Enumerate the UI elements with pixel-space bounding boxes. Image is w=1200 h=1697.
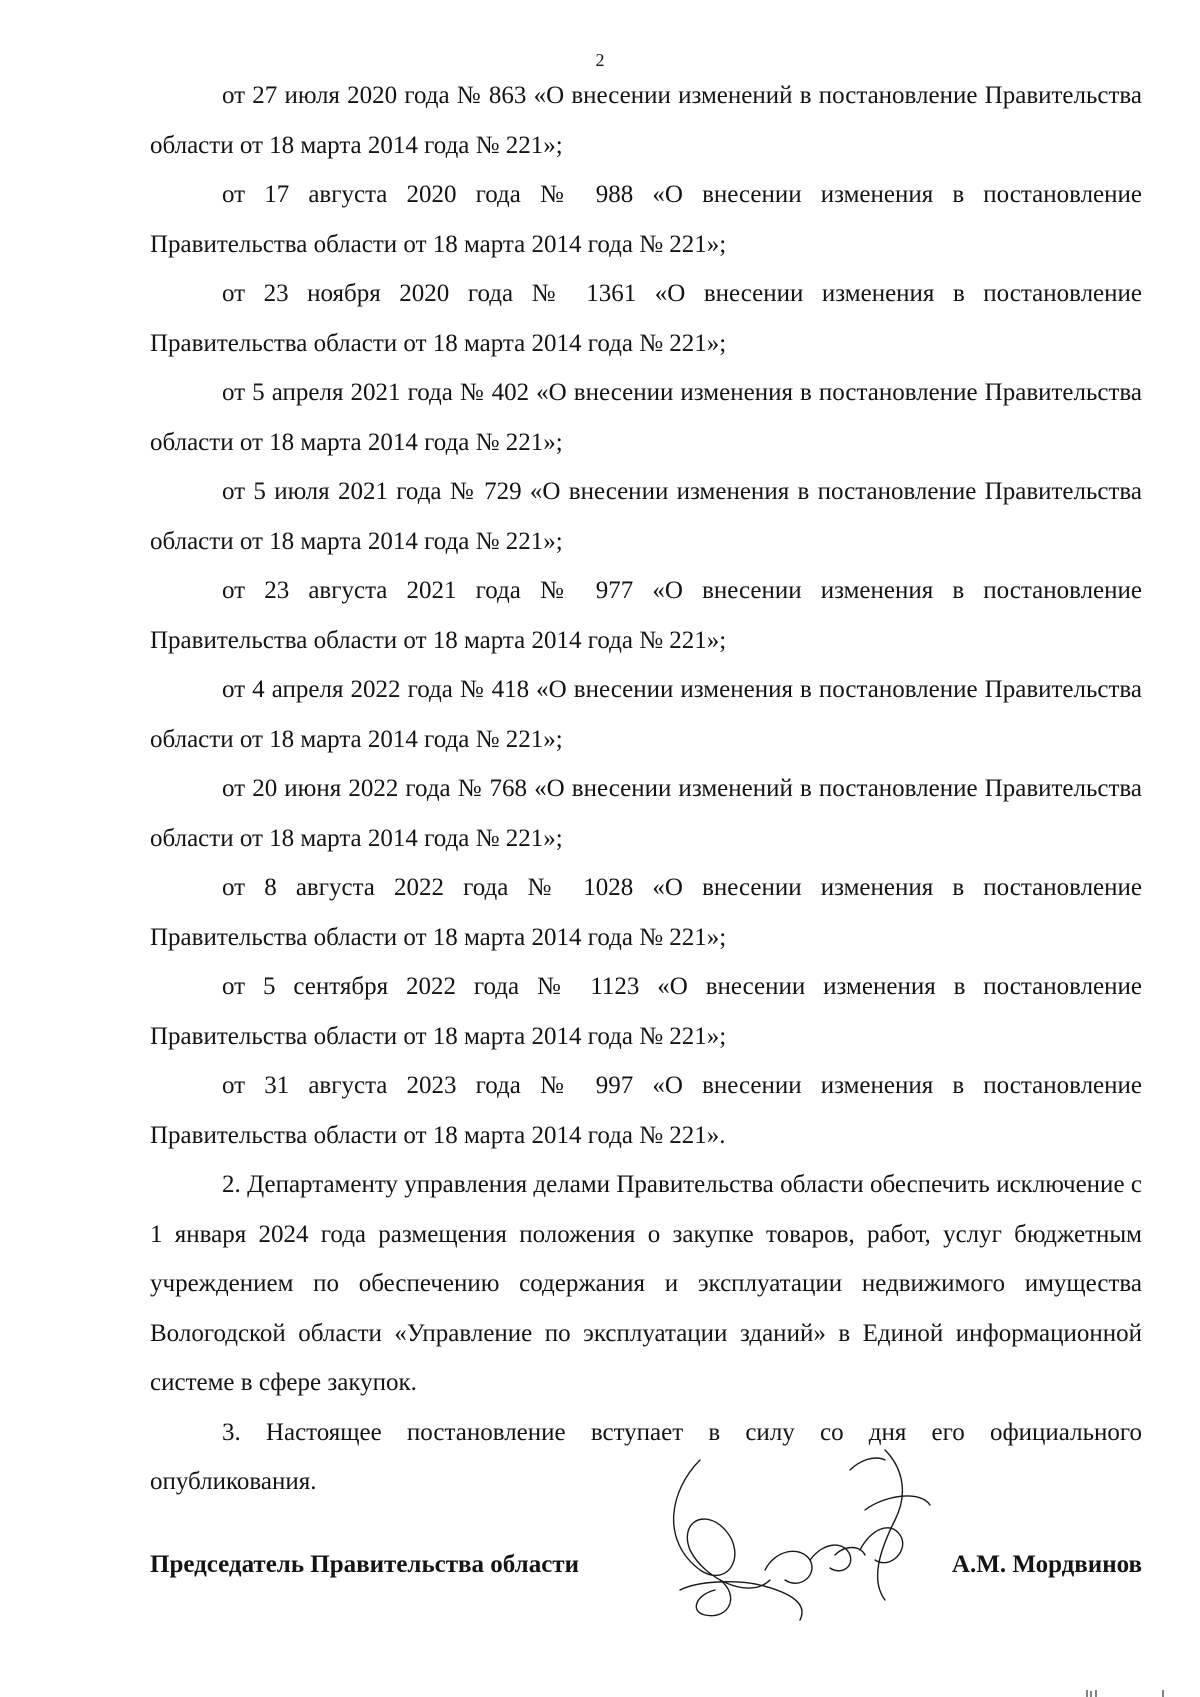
- signature-block: [150, 1543, 1142, 1583]
- page-number: 2: [595, 50, 605, 70]
- paragraph-amendment-6: от 23 августа 2021 года № 977 «О внесении изменения в постановление Правительства области от 18 марта 2014 года № 221»;: [150, 577, 1142, 654]
- paragraph-amendment-7: от 4 апреля 2022 года № 418 «О внесении изменения в постановление Правительства области от 18 марта 2014 года № 221»;: [150, 676, 1142, 753]
- paragraph-amendment-11: от 31 августа 2023 года № 997 «О внесении изменения в постановление Правительства области от 18 марта 2014 года № 221».: [150, 1072, 1142, 1149]
- scan-mark-decoration: [1085, 1688, 1185, 1697]
- paragraph-amendment-2: от 17 августа 2020 года № 988 «О внесении изменения в постановление Правительства области от 18 марта 2014 года № 221»;: [150, 181, 1142, 258]
- paragraph-amendment-5: от 5 июля 2021 года № 729 «О внесении изменения в постановление Правительства области от 18 марта 2014 года № 221»;: [150, 478, 1142, 555]
- paragraph-amendment-4: от 5 апреля 2021 года № 402 «О внесении изменения в постановление Правительства области от 18 марта 2014 года № 221»;: [150, 379, 1142, 456]
- paragraph-amendment-10: от 5 сентября 2022 года № 1123 «О внесении изменения в постановление Правительства области от 18 марта 2014 года № 221»;: [150, 973, 1142, 1050]
- paragraph-item-3: 3. Настоящее постановление вступает в силу со дня его официального опубликования.: [150, 1418, 1142, 1495]
- document-body: [150, 71, 1142, 1583]
- handwritten-signature: [660, 1430, 940, 1630]
- signatory-name: А.М. Мордвинов: [951, 1550, 1142, 1578]
- paragraph-item-2: 2. Департаменту управления делами Правительства области обеспечить исключение с 1 января 2024 года размещения положения о закупке товаров, работ, услуг бюджетным учреждением по обеспечению содержания и эксплуатации недвижимого имущества Вологодской области «Управление по эксплуатации зданий» в Единой информационной системе в сфере закупок.: [150, 1171, 1142, 1396]
- paragraph-amendment-3: от 23 ноября 2020 года № 1361 «О внесении изменения в постановление Правительства области от 18 марта 2014 года № 221»;: [150, 280, 1142, 357]
- signatory-title: Председатель Правительства области: [150, 1550, 579, 1578]
- paragraph-amendment-9: от 8 августа 2022 года № 1028 «О внесении изменения в постановление Правительства области от 18 марта 2014 года № 221»;: [150, 874, 1142, 951]
- paragraph-amendment-8: от 20 июня 2022 года № 768 «О внесении изменений в постановление Правительства области от 18 марта 2014 года № 221»;: [150, 775, 1142, 852]
- paragraph-amendment-1: от 27 июля 2020 года № 863 «О внесении изменений в постановление Правительства области от 18 марта 2014 года № 221»;: [150, 82, 1142, 159]
